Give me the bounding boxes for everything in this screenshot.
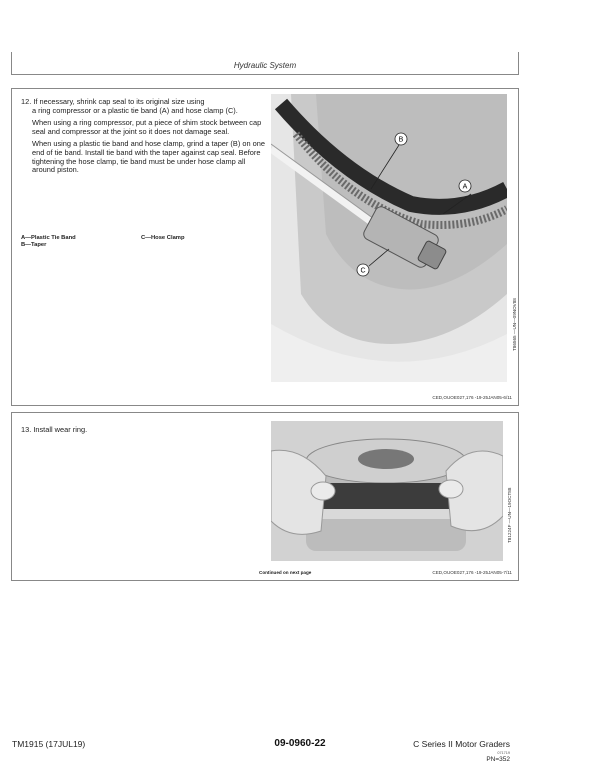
callout-a-label: A <box>462 183 468 191</box>
step-12-panel <box>11 88 519 406</box>
figure-legend <box>21 235 185 249</box>
step-12-para1 <box>21 98 265 115</box>
page-header <box>11 52 519 75</box>
page-number: 09-0960-22 <box>274 738 326 749</box>
ced-ref-1: CED,OUOE027,176 -19-25JAN05-6/11 <box>432 395 512 400</box>
legend-b: B—Taper <box>21 242 47 248</box>
footer-date-code: 071719 <box>497 751 510 755</box>
step-13-panel <box>11 412 519 581</box>
page-pn: PN=352 <box>486 756 510 763</box>
legend-c: C—Hose Clamp <box>141 235 185 241</box>
photo-2-code: T81224F —UN—19OCT88 <box>507 487 512 543</box>
product-name: C Series II Motor Graders <box>413 739 510 749</box>
piston-seal-illustration <box>271 94 507 382</box>
piston-seal-photo <box>271 94 507 382</box>
photo-1-code: T86565 —UN—09NOV88 <box>512 298 517 351</box>
wear-ring-illustration <box>271 421 503 561</box>
legend-a: A—Plastic Tie Band <box>21 235 76 241</box>
callout-c-label: C <box>360 267 366 275</box>
step-12-para1-first: 12. If necessary, shrink cap seal to its original size using <box>21 97 205 106</box>
manual-id: TM1915 (17JUL19) <box>12 739 86 749</box>
step-12-para3: When using a plastic tie band and hose clamp, grind a taper (B) on one end of tie band. Install tie band with the taper against cap seal. Before tightening the hose clamp, tie band must be under hose clamp all around piston. <box>32 139 265 175</box>
wear-ring-photo <box>271 421 503 561</box>
step-12-para2: When using a ring compressor, put a piece of shim stock between cap seal and compressor at the joint so it does not damage seal. <box>32 118 262 136</box>
continued-note: Continued on next page <box>259 570 312 575</box>
section-title: Hydraulic System <box>233 61 297 70</box>
callout-b-label: B <box>398 136 404 144</box>
step-13-text: 13. Install wear ring. <box>21 425 88 434</box>
step-12-para1-rest: a ring compressor or a plastic tie band (A) and hose clamp (C). <box>32 105 238 115</box>
step-12-text <box>21 98 265 179</box>
ced-ref-2: CED,OUOE027,176 -19-25JAN05-7/11 <box>432 570 512 575</box>
